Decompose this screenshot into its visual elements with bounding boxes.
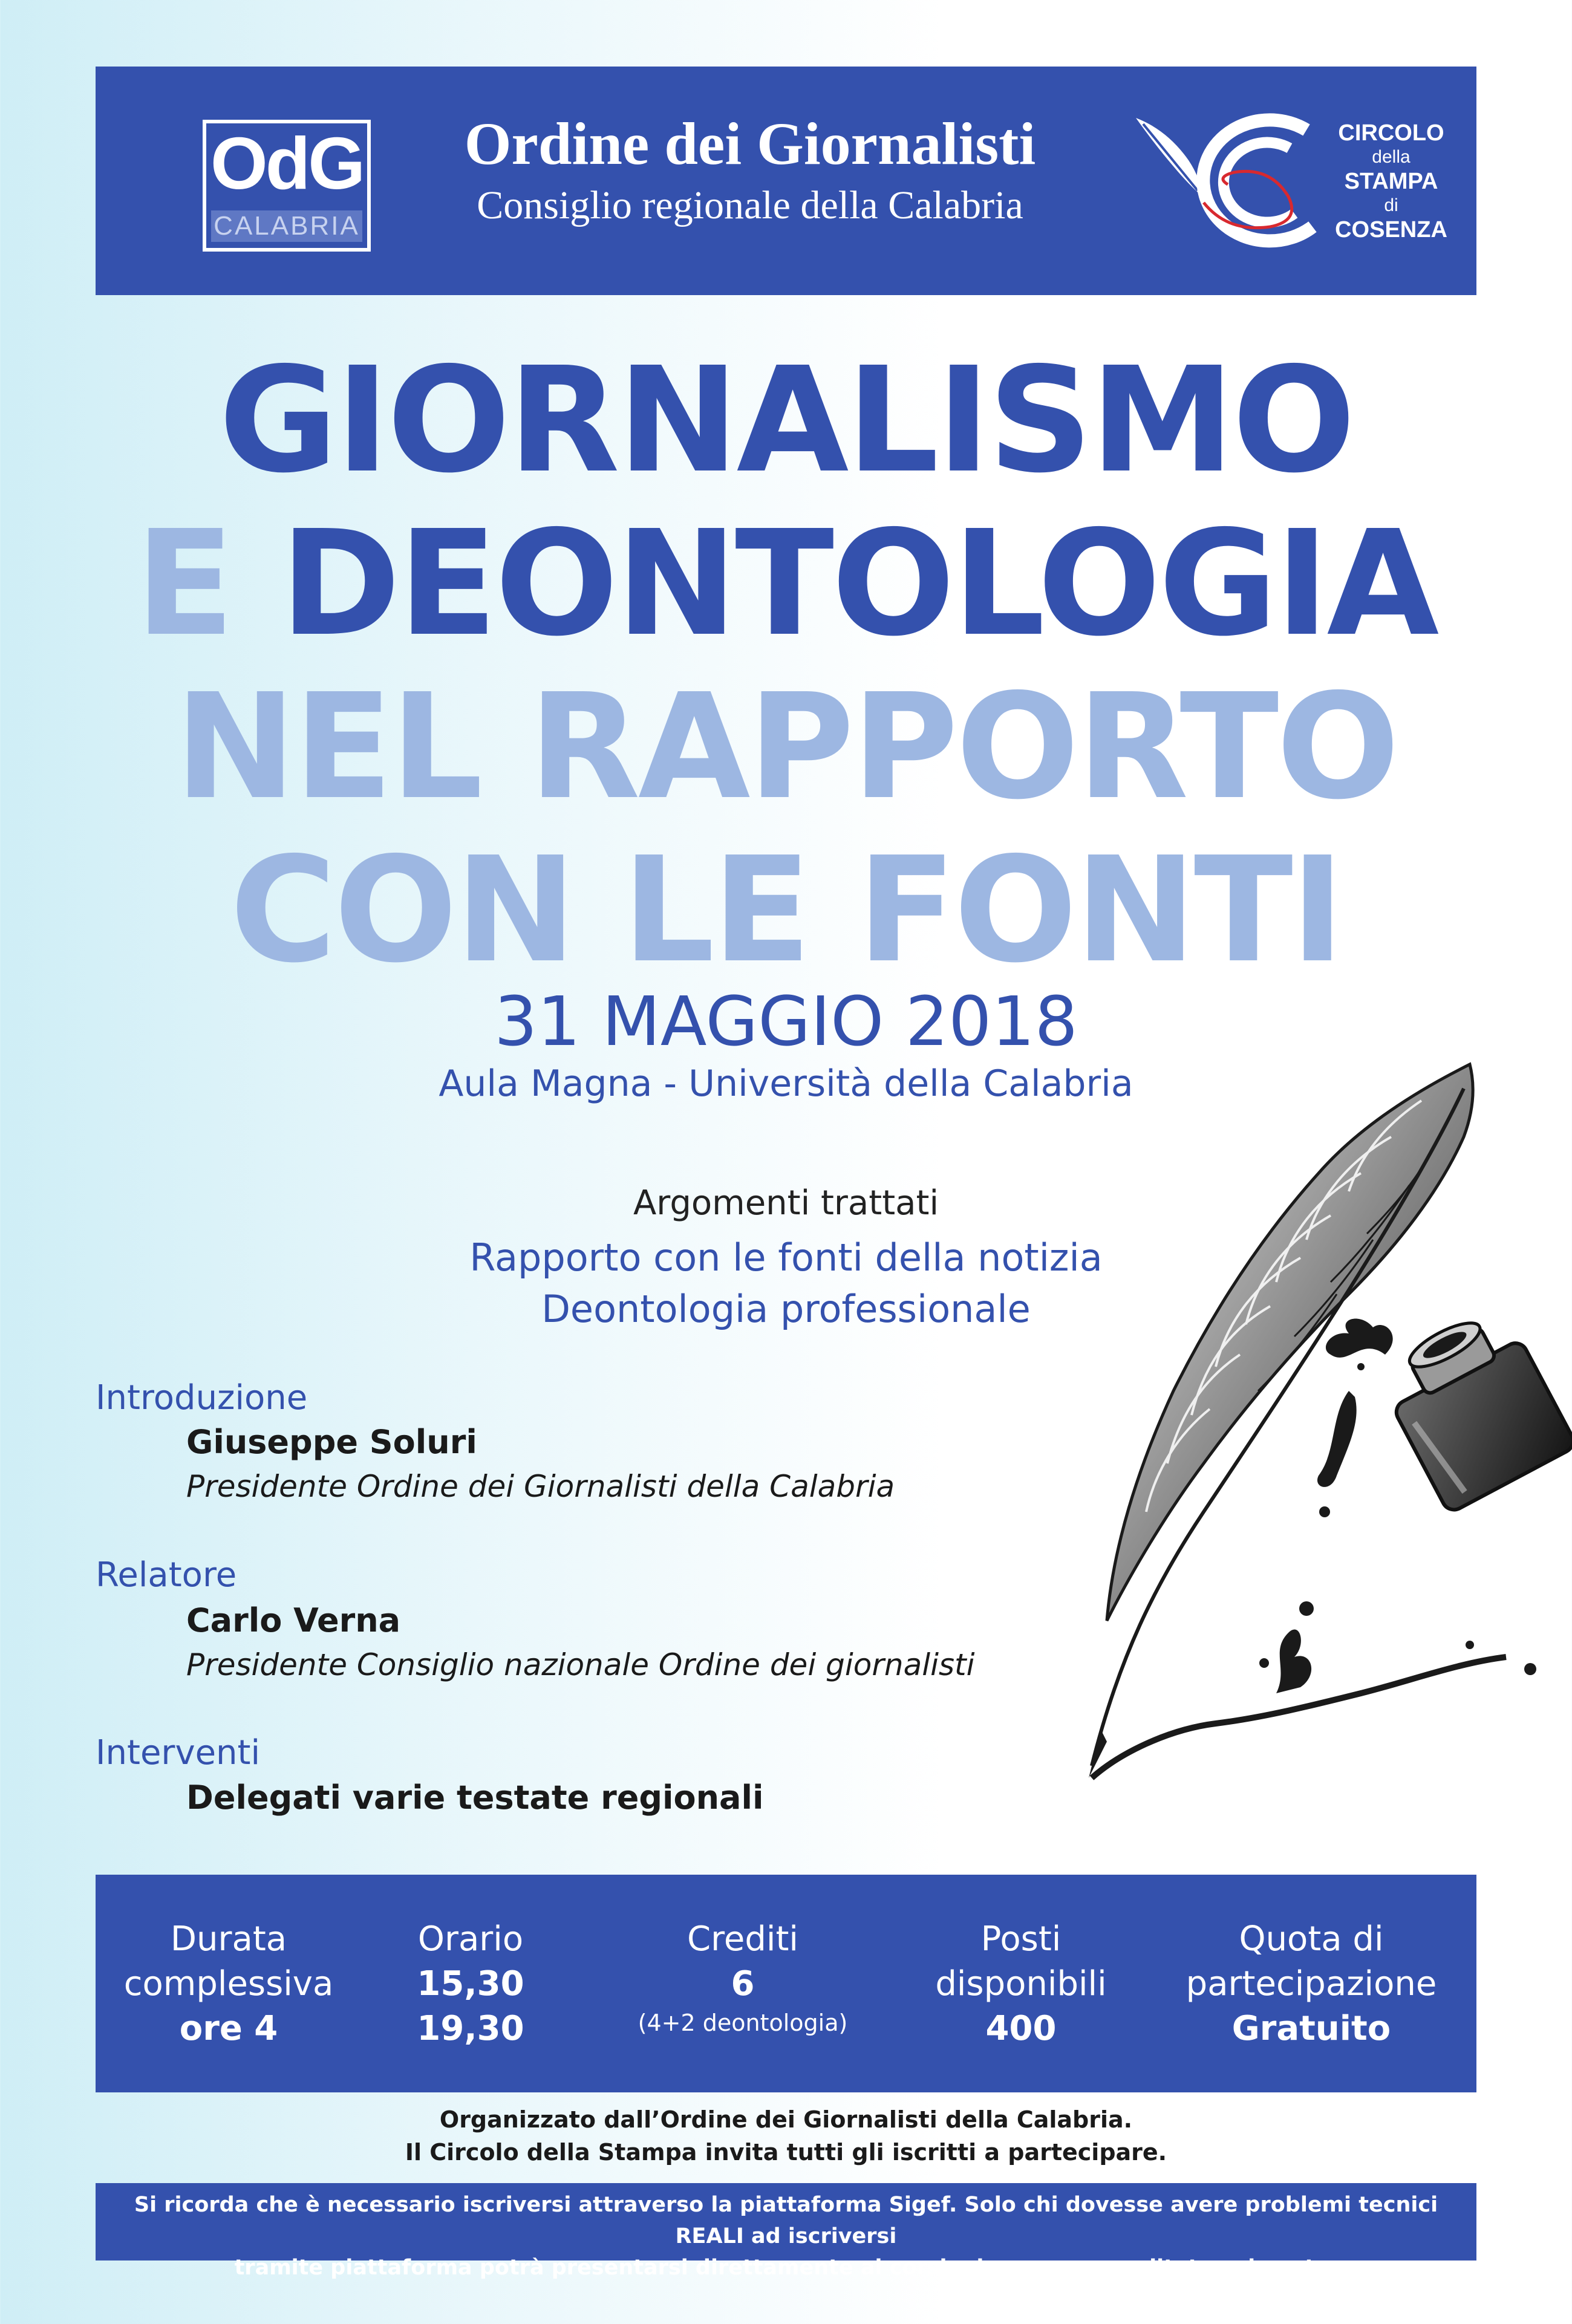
quota-value: Gratuito — [1231, 2009, 1391, 2048]
odg-logo-text: OdG — [210, 122, 364, 204]
quota-column — [1178, 1917, 1444, 2051]
orario-start: 15,30 — [417, 1964, 524, 2003]
event-venue: Aula Magna - Università della Calabria — [439, 1063, 1133, 1105]
intro-name: Giuseppe Soluri — [186, 1423, 477, 1461]
durata-label-1: Durata — [170, 1919, 287, 1959]
durata-label-2: complessiva — [123, 1964, 334, 2003]
org-title: Ordine dei Giornalisti — [464, 110, 1036, 177]
posti-value: 400 — [985, 2009, 1057, 2048]
orario-label: Orario — [417, 1919, 524, 1959]
interventions-name: Delegati varie testate regionali — [186, 1779, 764, 1817]
title-line-2 — [0, 499, 1572, 668]
organizer-line-1: Organizzato dall’Ordine dei Giornalisti della Calabria. — [439, 2106, 1133, 2133]
registration-notice — [96, 2183, 1476, 2280]
event-date: 31 MAGGIO 2018 — [494, 983, 1078, 1061]
circolo-stampa-logo-icon — [1131, 106, 1337, 257]
circolo-word-3: STAMPA — [1344, 169, 1438, 194]
topics-heading: Argomenti trattati — [633, 1183, 939, 1223]
quota-label-2: partecipazione — [1186, 1964, 1437, 2003]
notice-line-1: Si ricorda che è necessario iscriversi attraverso la piattaforma Sigef. Solo chi dovesse avere problemi tecnici REALI ad iscriversi — [134, 2193, 1438, 2248]
title-line-1: GIORNALISMO — [218, 336, 1354, 505]
posti-label-2: disponibili — [935, 1964, 1107, 2003]
organizer-note — [0, 2103, 1572, 2169]
topic-item: Rapporto con le fonti della notizia — [469, 1235, 1103, 1280]
info-band — [96, 1875, 1476, 2092]
speaker-role: Presidente Consiglio nazionale Ordine dei giornalisti — [186, 1647, 975, 1682]
title-line-2-e: E — [135, 499, 281, 668]
circolo-word-4: di — [1384, 195, 1398, 215]
speaker-label: Relatore — [96, 1555, 237, 1595]
organizer-line-2: Il Circolo della Stampa invita tutti gli iscritti a partecipare. — [405, 2139, 1167, 2166]
odg-logo — [203, 120, 371, 252]
title-line-4: CON LE FONTI — [230, 825, 1342, 995]
crediti-column — [610, 1917, 876, 2039]
orario-column — [338, 1917, 604, 2051]
notice-line-2: tramite piattaforma potrà presentarsi direttamente ai corsi ed essere accreditato sul posto. — [234, 2256, 1338, 2280]
durata-value: ore 4 — [179, 2009, 278, 2048]
odg-logo-region: CALABRIA — [214, 211, 360, 241]
crediti-value: 6 — [731, 1964, 755, 2003]
crediti-label: Crediti — [687, 1919, 798, 1959]
org-subtitle: Consiglio regionale della Calabria — [477, 183, 1023, 227]
crediti-detail: (4+2 deontologia) — [638, 2010, 848, 2036]
interventions-label: Interventi — [96, 1733, 261, 1772]
topic-item: Deontologia professionale — [541, 1287, 1031, 1331]
posti-label-1: Posti — [980, 1919, 1062, 1959]
intro-role: Presidente Ordine dei Giornalisti della Calabria — [186, 1469, 895, 1504]
quota-label-1: Quota di — [1239, 1919, 1384, 1959]
circolo-word-2: della — [1372, 147, 1411, 167]
notice-text — [114, 2189, 1458, 2283]
circolo-word-1: CIRCOLO — [1338, 120, 1444, 146]
circolo-stampa-name — [1331, 121, 1452, 242]
quill-inkwell-icon — [1046, 1052, 1572, 1857]
title-line-3: NEL RAPPORTO — [174, 662, 1398, 832]
orario-end: 19,30 — [417, 2009, 524, 2048]
durata-column — [96, 1917, 362, 2051]
circolo-word-5: COSENZA — [1335, 217, 1447, 242]
posti-column — [888, 1917, 1154, 2051]
intro-label: Introduzione — [96, 1378, 308, 1418]
title-line-2-deontologia: DEONTOLOGIA — [280, 499, 1437, 668]
speaker-name: Carlo Verna — [186, 1601, 401, 1639]
